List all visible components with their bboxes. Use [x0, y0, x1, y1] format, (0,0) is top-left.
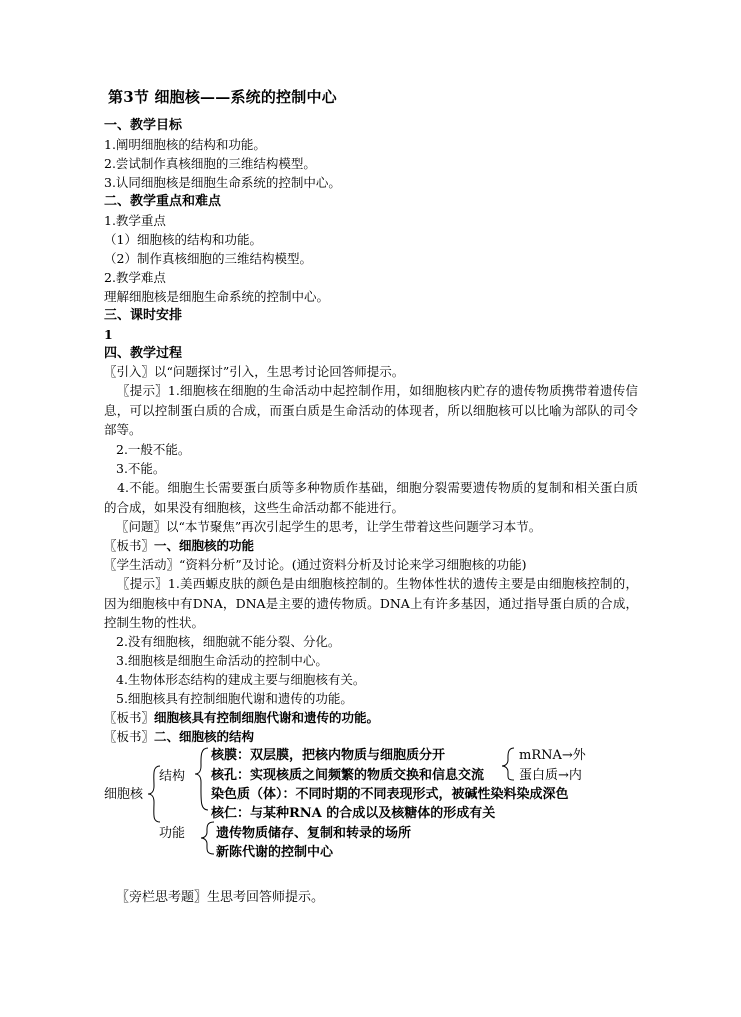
difficulty-text: 理解细胞核是细胞生命系统的控制中心。 [104, 289, 330, 304]
goal-item: 2.尝试制作真核细胞的三维结构模型。 [104, 156, 316, 171]
diagram-root: 细胞核 [104, 787, 144, 802]
schedule-value: 1 [104, 327, 113, 342]
hint-paragraph: 4.不能。细胞生长需要蛋白质等多种物质作基础，细胞分裂需要遗传物质的复制和相关蛋白质的合成，如果没有细胞核，这些生命活动都不能进行。 [104, 480, 638, 515]
hint-line: 2.一般不能。 [116, 442, 191, 457]
board-prefix: 〖板书〗 [104, 538, 155, 553]
board-heading: 二、细胞核的结构 [154, 729, 255, 744]
intro-line: 〖引入〗以“问题探讨”引入，生思考讨论回答师提示。 [104, 364, 405, 379]
heading-teaching-goals: 一、教学目标 [104, 118, 183, 133]
heading-key-difficult: 二、教学重点和难点 [104, 194, 222, 209]
question-line: 〖问题〗以“本节聚焦”再次引起学生的思考，让学生带着这些问题学习本节。 [116, 519, 542, 534]
diagram-membrane: 核膜：双层膜，把核内物质与细胞质分开 [211, 748, 446, 763]
board-line [104, 536, 254, 555]
diagram-pore: 核孔：实现核质之间频繁的物质交换和信息交流 [211, 768, 485, 783]
diagram-function-label: 功能 [159, 826, 186, 841]
hint-paragraph: 〖提示〗1.细胞核在细胞的生命活动中起控制作用，如细胞核内贮存的遗传物质携带着遗传信息，可以控制蛋白质的合成，而蛋白质是生命活动的体现者，所以细胞核可以比喻为部队的司令部等。 [104, 383, 638, 437]
hint-line: 3.不能。 [116, 461, 166, 476]
board-heading: 细胞核具有控制细胞代谢和遗传的功能。 [154, 710, 380, 725]
transport-brace [502, 748, 514, 780]
heading-schedule: 三、课时安排 [104, 308, 183, 323]
section-title: 第3节 细胞核——系统的控制中心 [108, 88, 337, 106]
board-prefix: 〖板书〗 [104, 729, 155, 744]
key-item: （1）细胞核的结构和功能。 [104, 232, 262, 247]
diagram-chromatin: 染色质（体）：不同时期的不同表现形式，被碱性染料染成深色 [211, 787, 569, 802]
diagram-mrna: mRNA→外 [519, 748, 586, 763]
goal-item: 3.认同细胞核是细胞生命系统的控制中心。 [104, 175, 341, 190]
diagram-function-2: 新陈代谢的控制中心 [216, 845, 334, 860]
diagram-function-1: 遗传物质储存、复制和转录的场所 [216, 826, 412, 841]
heading-process: 四、教学过程 [104, 346, 183, 361]
function-brace [201, 822, 214, 854]
diagram-protein: 蛋白质→内 [519, 768, 582, 783]
hint-line: 3.细胞核是细胞生命活动的控制中心。 [116, 653, 328, 668]
board-heading: 一、细胞核的功能 [154, 538, 255, 553]
hint-paragraph: 〖提示〗1.美西螈皮肤的颜色是由细胞核控制的。生物体性状的遗传主要是由细胞核控制的，因为细胞核中有DNA，DNA是主要的遗传物质。DNA上有许多基因，通过指导蛋白质的合成，控制生物的性状。 [104, 576, 638, 630]
key-label: 1.教学重点 [104, 213, 166, 228]
board-line [104, 708, 379, 727]
structure-brace [195, 748, 208, 810]
footer-line: 〖旁栏思考题〗生思考回答师提示。 [116, 890, 325, 905]
board-prefix: 〖板书〗 [104, 710, 155, 725]
difficulty-label: 2.教学难点 [104, 270, 166, 285]
diagram-nucleolus: 核仁：与某种RNA 的合成以及核糖体的形成有关 [211, 806, 496, 821]
diagram-structure-label: 结构 [159, 769, 186, 784]
goal-item: 1.阐明细胞核的结构和功能。 [104, 137, 266, 152]
activity-line: 〖学生活动〗“资料分析”及讨论。(通过资料分析及讨论来学习细胞核的功能) [104, 557, 527, 572]
key-item: （2）制作真核细胞的三维结构模型。 [104, 251, 312, 266]
hint-line: 4.生物体形态结构的建成主要与细胞核有关。 [116, 672, 366, 687]
hint-line: 2.没有细胞核，细胞就不能分裂、分化。 [116, 634, 341, 649]
hint-line: 5.细胞核具有控制细胞代谢和遗传的功能。 [116, 691, 353, 706]
